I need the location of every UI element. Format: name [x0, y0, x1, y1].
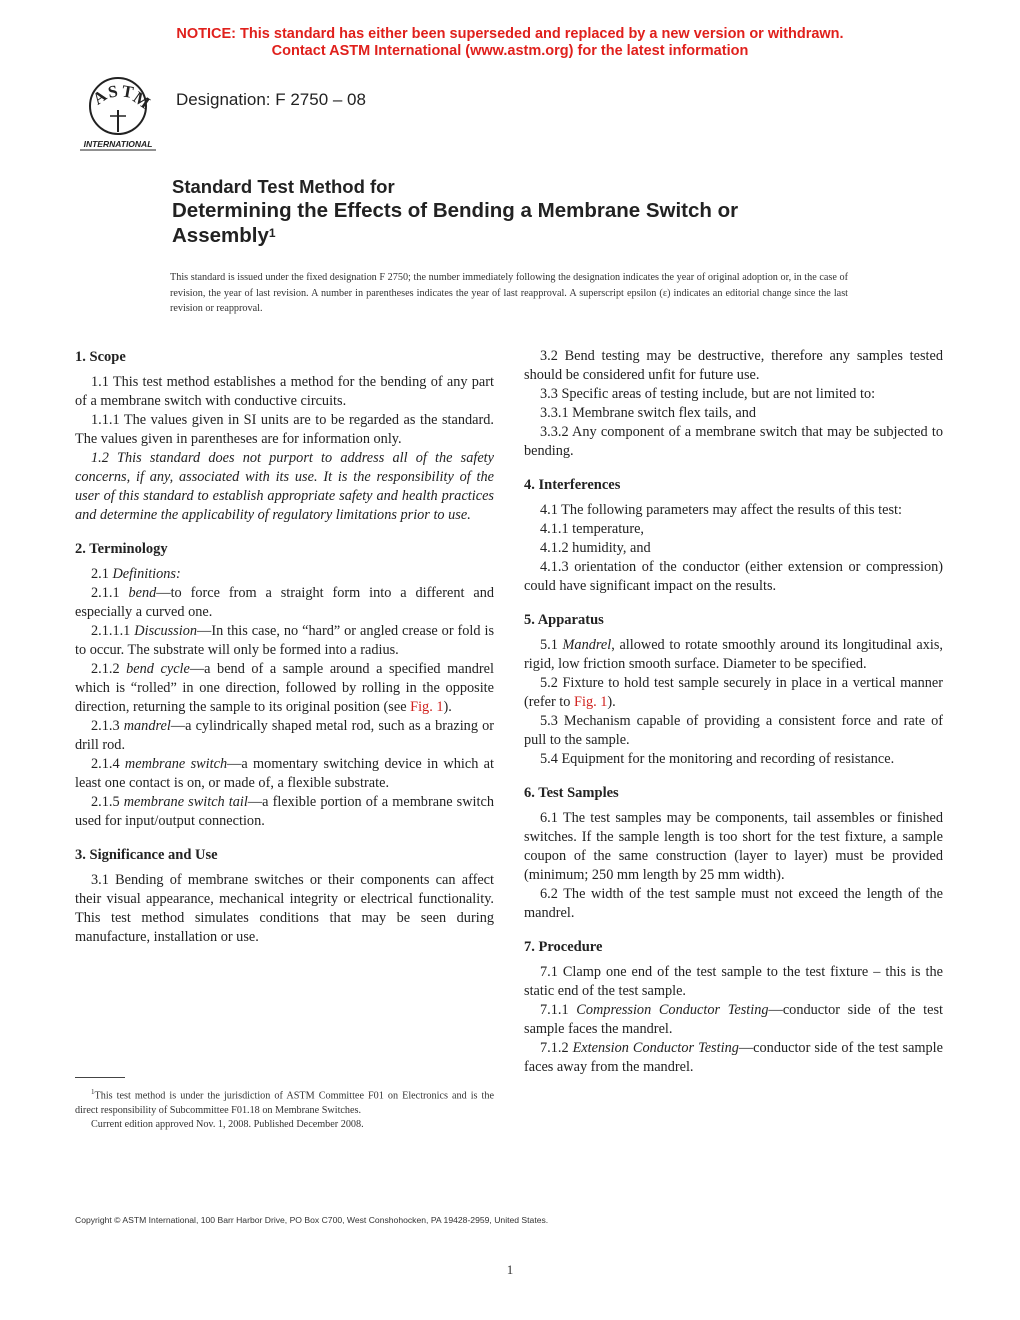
paragraph-3-1: 3.1 Bending of membrane switches or their components can affect their visual appearance, mechanical integrity or electrical functionality. This test method simulates conditions that may be seen during manufacture, installation or use.: [75, 872, 494, 945]
figure-1-link[interactable]: Fig. 1: [574, 694, 608, 710]
section-heading-significance: 3. Significance and Use: [75, 847, 218, 863]
paragraph-2-1-1-1: [75, 622, 494, 660]
term: bend: [128, 585, 157, 601]
astm-logo: [74, 74, 162, 152]
paragraph-4-1-3: 4.1.3 orientation of the conductor (either extension or compression) could have significant impact on the results.: [524, 559, 943, 594]
num: 2.1: [91, 566, 113, 582]
paragraph-3-3: 3.3 Specific areas of testing include, but are not limited to:: [540, 386, 876, 402]
section-heading-apparatus: 5. Apparatus: [524, 612, 604, 628]
paragraph-3-2: 3.2 Bend testing may be destructive, therefore any samples tested should be considered unfit for future use.: [524, 348, 943, 383]
num: 2.1.3: [91, 718, 124, 734]
paragraph-6-1: 6.1 The test samples may be components, tail assembles or finished switches. If the sample length is too short for the test fixture, a sample coupon of the same construction (layer to layer) must be provided (minimum; 250 mm length by 25 mm width).: [524, 810, 943, 883]
paragraph-1-2: 1.2 This standard does not purport to address all of the safety concerns, if any, associated with its use. It is the responsibility of the user of this standard to establish appropriate safety and health practices and determine the applicability of regulatory limitations prior to use.: [75, 450, 494, 523]
paragraph-5-2: [524, 674, 943, 712]
paragraph-4-1-1: 4.1.1 temperature,: [540, 521, 645, 537]
notice-line-1: NOTICE: This standard has either been superseded and replaced by a new version or withdrawn.: [176, 26, 844, 42]
term: membrane switch: [124, 756, 228, 772]
term: bend cycle: [126, 661, 190, 677]
footnote: [75, 1085, 494, 1133]
num: 2.1.2: [91, 661, 127, 677]
term: Compression Conductor Testing: [576, 1002, 769, 1018]
num: 2.1.1.1: [91, 623, 135, 639]
paragraph-2-1-2: [75, 660, 494, 717]
paragraph-5-4: 5.4 Equipment for the monitoring and recording of resistance.: [540, 751, 895, 767]
section-heading-interferences: 4. Interferences: [524, 477, 621, 493]
definition: —In this case, no “hard” or angled crease or fold is to occur. The substrate will only be formed into a radius.: [75, 623, 495, 658]
definition: —conductor side of the test sample faces the mandrel.: [524, 1002, 943, 1037]
paragraph-2-1-1: [75, 584, 494, 622]
title-line-3: Assembly: [172, 224, 269, 247]
paragraph-3-3-2: 3.3.2 Any component of a membrane switch that may be subjected to bending.: [524, 424, 943, 459]
logo-wordmark: INTERNATIONAL: [83, 139, 153, 149]
term: Mandrel: [562, 637, 612, 653]
paragraph-4-1-2: 4.1.2 humidity, and: [540, 540, 651, 556]
definition: —a cylindrically shaped metal rod, such as a brazing or drill rod.: [75, 718, 494, 753]
paragraph-6-2: 6.2 The width of the test sample must not exceed the length of the mandrel.: [524, 886, 943, 921]
paragraph-1-1-1: 1.1.1 The values given in SI units are to be regarded as the standard. The values given in parentheses are for information only.: [75, 412, 494, 447]
num: 2.1.1: [91, 585, 129, 601]
paragraph-3-3-1: 3.3.1 Membrane switch flex tails, and: [540, 405, 756, 421]
footnote-rule: [75, 1077, 125, 1078]
definition: —a flexible portion of a membrane switch used for input/output connection.: [75, 794, 494, 829]
section-heading-scope: 1. Scope: [75, 349, 126, 365]
term: Definitions:: [112, 566, 181, 582]
paragraph-1-1: 1.1 This test method establishes a method for the bending of any part of a membrane switch with conductive circuits.: [75, 374, 494, 409]
section-heading-procedure: 7. Procedure: [524, 939, 603, 955]
document-title: [172, 175, 932, 248]
definition: —a momentary switching device in which at least one contact is on, or made of, a flexible substrate.: [75, 756, 494, 791]
page-number: 1: [506, 1262, 514, 1277]
paragraph-7-1-2: [524, 1039, 943, 1077]
paragraph-2-1-4: [75, 755, 494, 793]
svg-text:S: S: [106, 81, 120, 102]
paragraph-2-1-5: [75, 793, 494, 831]
designation: Designation: F 2750 – 08: [176, 90, 366, 109]
title-footnote-mark[interactable]: 1: [268, 226, 276, 240]
paragraph-2-1-3: [75, 717, 494, 755]
footnote-mark: 1: [91, 1088, 95, 1096]
punct: ).: [607, 694, 616, 710]
svg-text:T: T: [120, 81, 135, 103]
paragraph-5-3: 5.3 Mechanism capable of providing a consistent force and rate of pull to the sample.: [524, 713, 943, 748]
figure-1-link[interactable]: Fig. 1: [410, 699, 444, 715]
svg-text:M: M: [129, 87, 154, 113]
num: 2.1.4: [91, 756, 125, 772]
text: 5.2 Fixture to hold test sample securely in place in a vertical manner (refer to: [524, 675, 943, 710]
section-heading-test-samples: 6. Test Samples: [524, 785, 619, 801]
title-line-1: Standard Test Method for: [172, 176, 395, 197]
svg-text:A: A: [89, 85, 111, 109]
supersession-notice: [0, 26, 1020, 60]
num: 5.1: [540, 637, 563, 653]
right-column: [524, 347, 943, 1077]
notice-line-2: Contact ASTM International (www.astm.org) for the latest information: [271, 43, 749, 59]
preamble: This standard is issued under the fixed designation F 2750; the number immediately following the designation indicates the year of original adoption or, in the case of revision, the year of last revision. A number in parentheses indicates the year of last reapproval. A superscript epsilon (ε) indicates an editorial change since the last revision or reapproval.: [170, 272, 848, 314]
term: Discussion: [134, 623, 198, 639]
title-line-2: Determining the Effects of Bending a Membrane Switch or: [172, 199, 739, 222]
definition: , allowed to rotate smoothly around its longitudinal axis, rigid, low friction smooth surface. Diameter to be specified.: [524, 637, 943, 672]
definition: —to force from a straight form into a different and especially a curved one.: [75, 585, 494, 620]
copyright-notice: Copyright © ASTM International, 100 Barr Harbor Drive, PO Box C700, West Conshohocken, PA 19428-2959, United States.: [75, 1215, 549, 1225]
term: membrane switch tail: [123, 794, 248, 810]
paragraph-7-1: 7.1 Clamp one end of the test sample to the test fixture – this is the static end of the test sample.: [524, 964, 943, 999]
footnote-text: This test method is under the jurisdiction of ASTM Committee F01 on Electronics and is the direct responsibility of Subcommittee F01.18 on Membrane Switches.: [75, 1090, 494, 1116]
term: Extension Conductor Testing: [572, 1040, 739, 1056]
num: 7.1.1: [540, 1002, 577, 1018]
footnote-edition: Current edition approved Nov. 1, 2008. Published December 2008.: [91, 1119, 364, 1131]
num: 7.1.2: [540, 1040, 573, 1056]
paragraph-5-1: [524, 636, 943, 674]
paragraph-7-1-1: [524, 1001, 943, 1039]
definition: —a bend of a sample around a specified mandrel which is “rolled” in one direction, followed by rolling in the opposite direction, returning the sample to its original position (see: [75, 661, 494, 715]
paragraph-4-1: 4.1 The following parameters may affect the results of this test:: [540, 502, 902, 518]
section-heading-terminology: 2. Terminology: [75, 541, 168, 557]
term: mandrel: [123, 718, 171, 734]
punct: ).: [443, 699, 452, 715]
paragraph-2-1: [75, 565, 494, 584]
definition: —conductor side of the test sample faces away from the mandrel.: [524, 1040, 943, 1075]
left-column: [75, 347, 494, 947]
num: 2.1.5: [91, 794, 124, 810]
